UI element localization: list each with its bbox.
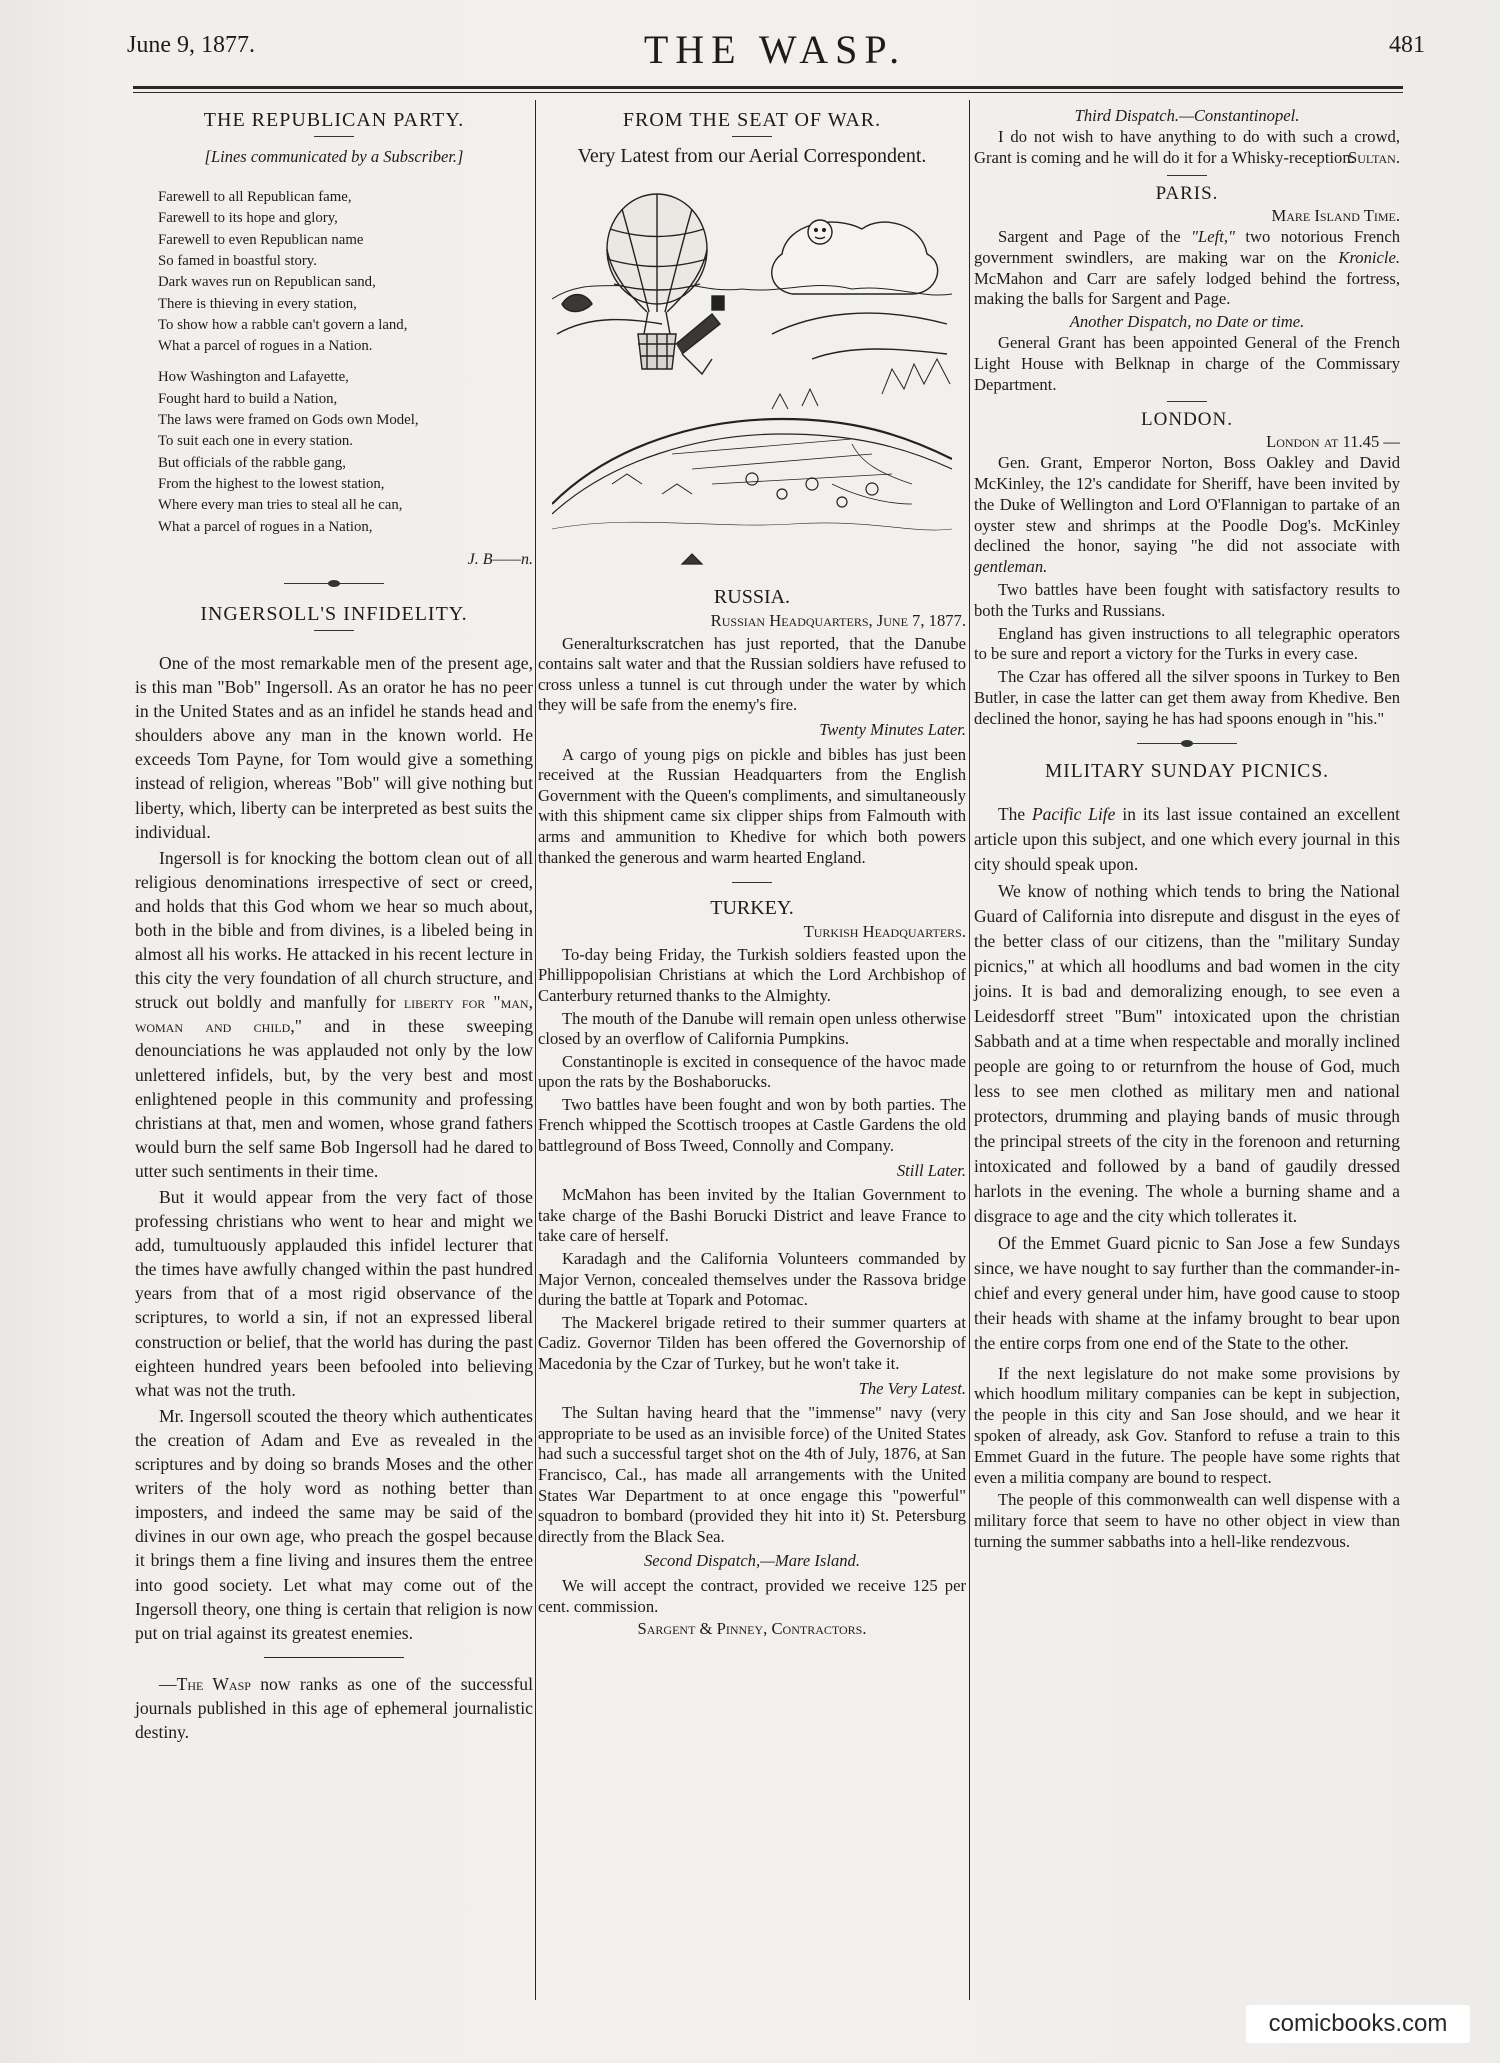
paragraph: But it would appear from the very fact of those professing christians who went to hear and might we add, tumultuously applauded this infidel lecturer that the times have awfully changed within the past hundred years from that of a most rigid observance of the scriptures, to world a sin, if not an expressed liberal construction or belief, that the world has during the past eighteen hundred years been befooled into believing what was not the truth. (135, 1187, 533, 1400)
poem-line: To show how a rabble can't govern a land, (158, 316, 408, 333)
headline-paris: PARIS. (1155, 183, 1219, 205)
paragraph: The Czar has offered all the silver spoons in Turkey to Ben Butler, in case the latter can get them away from Khedive. Ben declined the honor, saying he has had spoons enough in "his." (974, 667, 1400, 728)
footnote: —The Wasp now ranks as one of the successful journals published in this age of ephemeral journalistic destiny. (135, 1673, 533, 1742)
divider (732, 882, 772, 883)
newspaper-title: THE WASP. (643, 27, 907, 72)
headline-seat-of-war: FROM THE SEAT OF WAR. (622, 109, 882, 131)
sultan-signature: Sultan. (1348, 148, 1400, 168)
paragraph: General Grant has been appointed General of the French Light House with Belknap in charge of the Commissary Department. (974, 332, 1400, 394)
divider (732, 136, 772, 137)
divider (314, 136, 354, 137)
military-section-continued (974, 1364, 1400, 1553)
issue-date: June 9, 1877. (127, 32, 255, 58)
paragraph: I do not wish to have anything to do with such a crowd, Grant is coming and he will do it for a Whisky-reception. (974, 126, 1400, 167)
dispatch-heading: Third Dispatch.—Constantinopel. (1074, 106, 1300, 125)
paragraph: Gen. Grant, Emperor Norton, Boss Oakley and David McKinley, the 12's candidate for Sheriff, have been invited by the Duke of Wellington and Lord O'Flannigan to partake of an oyster stew and shrimps at the Poodle Dog's. McKinley declined the honor, saying "he did not associate with gentleman. (974, 453, 1400, 577)
column-rule-1 (535, 100, 536, 2000)
poem-line: Farewell to its hope and glory, (158, 210, 338, 227)
dateline: Russian Headquarters, June 7, 1877. (710, 611, 966, 630)
poem-line: Farewell to even Republican name (158, 231, 364, 248)
poem-intro: [Lines communicated by a Subscriber.] (204, 147, 464, 166)
paragraph: The Sultan having heard that the "immense" navy (very appropriate to be used as an invisible force) of the United States had such a successful target shot on the 4th of July, 1876, at San Francisco, Cal., has made all arrangements with the United States War Department to at once engage this "powerful" squadron to bombard (provided they hit into it) St. Petersburg directly from the Black Sea. (538, 1403, 966, 1546)
paragraph: If the next legislature do not make some provisions by which hoodlum military companies can be kept in subjection, the people in this city and San Jose should, and we hear it spoken of already, ask Gov. Stanford to refuse a train to this Emmet Guard in the future. The people have some rights that even a militia company are bound to respect. (974, 1363, 1400, 1487)
headline-london: LONDON. (1141, 409, 1233, 431)
balloon-illustration (552, 184, 952, 580)
paragraph: The Mackerel brigade retired to their summer quarters at Cadiz. Governor Tilden has been offered the Governorship of Macedonia by the Czar of Turkey, but he won't take it. (538, 1312, 966, 1373)
divider (314, 630, 354, 631)
dateline: Turkish Headquarters. (803, 922, 966, 942)
poem-line: Dark waves run on Republican sand, (158, 274, 376, 291)
paragraph: The people of this commonwealth can well dispense with a military force that seem to have no other object in view than turning the summer sabbaths into a hell-like rendezvous. (974, 1490, 1400, 1551)
poem-line: How Washington and Lafayette, (158, 369, 349, 386)
dispatch-heading: Second Dispatch,—Mare Island. (644, 1551, 860, 1571)
paragraph: We know of nothing which tends to bring the National Guard of California into disrepute and disgust in the eyes of the better class of our citizens, than the "military Sunday picnics," at which all hoodlums and bad women in the city joins. It is bad and demoralizing enough, to see even a Leidesdorff street "Bum" intoxicated upon the christian Sabbath and at a time when respectable and morally inclined people are going to or returnfrom the house of God, much less to see men clothed as military men and national protectors, drumming and playing bands of music through the principal streets of the city in the forenoon and returning intoxicated and followed by a band of gaudily dressed harlots in the evening. The whole a burning shame and a disgrace to age and the city which tollerates it. (974, 880, 1400, 1226)
column-middle (538, 106, 966, 1640)
paragraph: The mouth of the Danube will remain open unless otherwise closed by an overflow of California Pumpkins. (538, 1008, 966, 1049)
dispatch-heading: Another Dispatch, no Date or time. (1069, 312, 1305, 332)
poem-line: To suit each one in every station. (158, 433, 353, 450)
poem-signature: J. B——n. (467, 550, 533, 568)
military-section (974, 758, 1400, 1356)
watermark-logo: comicbooks.com (1246, 2005, 1470, 2043)
subheadline-aerial-correspondent: Very Latest from our Aerial Correspondent. (577, 145, 927, 167)
stanza-1 (158, 187, 533, 357)
poem-line: The laws were framed on Gods own Model, (158, 412, 419, 429)
headline-russia: RUSSIA. (713, 586, 791, 608)
poem-line: But officials of the rabble gang, (158, 454, 346, 471)
paragraph: Of the Emmet Guard picnic to San Jose a few Sundays since, we have nought to say further than the commander-in-chief and every general under him, have good cause to stoop their heads with shame at the infamy brought to bear upon the entire corps from one end of the State to the other. (974, 1232, 1400, 1353)
paragraph: Generalturkscratchen has just reported, that the Danube contains salt water and that the Russian soldiers have refused to cross unless a tunnel is cut through under the water by which they will be safe from the enemy's fire. (538, 633, 966, 715)
paragraph: Two battles have been fought with satisfactory results to both the Turks and Russians. (974, 579, 1400, 620)
masthead-rule (133, 86, 1403, 89)
divider (1167, 401, 1207, 402)
masthead (125, 26, 1425, 76)
headline-republican-party: THE REPUBLICAN PARTY. (203, 109, 465, 131)
paragraph: A cargo of young pigs on pickle and bibles has just been received at the Russian Headquarters from the English Government with the Queen's compliments, and simultaneously with this shipment came six clipper ships from Falmouth with arms and ammunition to Khedive for which both powers thanked the generous and warm hearted England. (538, 744, 966, 867)
paragraph: England has given instructions to all telegraphic operators to be sure and report a victory for the Turks in every case. (974, 623, 1400, 664)
divider (1167, 175, 1207, 176)
dispatch-heading: The Very Latest. (858, 1378, 966, 1398)
headline-military-picnics: MILITARY SUNDAY PICNICS. (1044, 760, 1330, 782)
ornament-divider (1137, 738, 1237, 750)
paragraph: To-day being Friday, the Turkish soldiers feasted upon the Phillippopolisian Christians at which the Lord Archbishop of Canterbury returned thanks to the Almighty. (538, 944, 966, 1005)
dateline: London at 11.45 — (1266, 432, 1400, 452)
paragraph: Mr. Ingersoll scouted the theory which authenticates the creation of Adam and Eve as revealed in the scriptures and by doing so brands Moses and the other writers of the holy word as nothing better than imposters, and indeed the same may be said of the divines in our own age, who preach the gospel because it brings them a fine living and insures them the entree into good society. Let what may come out of the Ingersoll theory, one thing is certain that religion is now put on trial against its greatest enemies. (135, 1405, 533, 1643)
poem-line: What a parcel of rogues in a Nation. (158, 338, 373, 355)
poem-line: Farewell to all Republican fame, (158, 189, 352, 206)
headline-ingersoll: INGERSOLL'S INFIDELITY. (200, 602, 468, 625)
poem (158, 187, 533, 538)
ornament-divider (284, 578, 384, 590)
paragraph: Constantinople is excited in consequence of the havoc made upon the rats by the Boshaborucks. (538, 1051, 966, 1092)
paragraph: Sargent and Page of the "Left," two notorious French government swindlers, are making war on the Kronicle. McMahon and Carr are safely lodged behind the fortress, making the balls for Sargent and Page. (974, 226, 1400, 309)
poem-line: There is thieving in every station, (158, 295, 357, 312)
stanza-2 (158, 367, 533, 537)
column-right (974, 106, 1400, 1555)
paragraph: One of the most remarkable men of the present age, is this man "Bob" Ingersoll. As an orator he has no peer in the United States and as an infidel he stands head and shoulders above any man in the known world. He exceeds Tom Payne, for Tom would give a something instead of religion, whereas "Bob" will give nothing but liberty, which, liberty can be interpreted as best suits the individual. (135, 652, 533, 842)
column-rule-2 (969, 100, 970, 2000)
paragraph: McMahon has been invited by the Italian Government to take charge of the Bashi Borucki District and leave France to take care of herself. (538, 1185, 966, 1246)
poem-line: Where every man tries to steal all he can, (158, 497, 403, 514)
paragraph: The Pacific Life in its last issue contained an excellent article upon this subject, and one which every journal in this city should speak upon. (974, 803, 1401, 874)
page-number: 481 (1389, 32, 1425, 58)
paragraph: We will accept the contract, provided we receive 125 per cent. commission. (538, 1575, 966, 1616)
headline-turkey: TURKEY. (710, 897, 794, 920)
paragraph: Ingersoll is for knocking the bottom clean out of all religious denominations irrespective of sect or creed, and holds that this God whom we hear so much about, both in the bible and from divines, is a libeled being in almost all his works. He attacked in his recent lecture in this city the very foundation of all church structure, and struck out boldly and manfully for liberty for "man, woman and child," and in these sweeping denounciations he was applauded not only by the low unlettered infidels, but, by the very best and most enlightened people in this community and professing christians at that, men and women, whose grand fathers would burn the self same Bob Ingersoll had he dared to utter such sentiments in their time. (135, 847, 533, 1181)
paragraph: Karadagh and the California Volunteers commanded by Major Vernon, concealed themselves under the Rassova bridge during the battle at Topark and Potomac. (538, 1249, 966, 1310)
poem-line: Fought hard to build a Nation, (158, 390, 338, 407)
paragraph: Two battles have been fought and won by both parties. The French whipped the Scottisch troopes at Castle Gardens the old battleground of Boss Tweed, Connolly and Company. (538, 1094, 966, 1156)
dispatch-heading: Still Later. (896, 1160, 966, 1180)
dateline: Mare Island Time. (1271, 206, 1400, 226)
poem-line: From the highest to the lowest station, (158, 475, 385, 492)
masthead-rule-thin (133, 92, 1403, 93)
dispatch-heading: Twenty Minutes Later. (819, 719, 966, 739)
poem-line: So famed in boastful story. (158, 252, 317, 269)
column-left (135, 106, 533, 1746)
dispatch-section (974, 106, 1400, 730)
poem-line: What a parcel of rogues in a Nation, (158, 518, 373, 535)
divider (264, 1657, 404, 1658)
contractors-signature: Sargent & Pinney, Contractors. (637, 1619, 867, 1639)
